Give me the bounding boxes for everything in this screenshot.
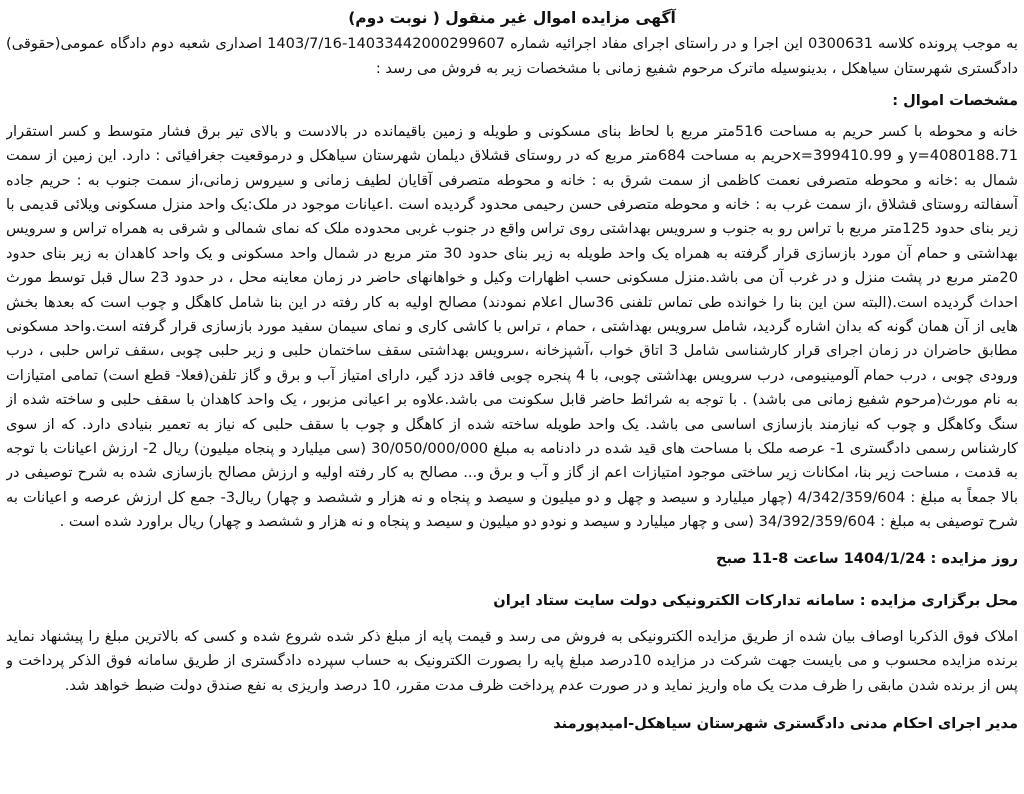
property-description: خانه و محوطه با کسر حریم به مساحت 516متر مربع با لحاظ بنای مسکونی و طویله و زمین باقیمانده در بالادست و بالای تیر برق فشار متوسط و کسر استقرار y=4080188.71 و x=399410.99حریم به مساحت 684متر مربع که در روستای قشلاق دیلمان شهرستان سیاهکل و درموقعیت جغرافیائی : دارد. این زمین از سمت شمال به :خانه و محوطه متصرفی نعمت کاظمی از سمت شرق به : خانه و محوطه متصرفی آقایان لطیف زمانی و سیروس زمانی،از سمت جنوب به : حریم جاده آسفالته روستای قشلاق ،از سمت غرب به : خانه و محوطه متصرفی حسن رحیمی محدود گردیده است .اعیانات موجود در ملک:یک واحد منزل مسکونی ویلائی قدیمی با زیر بنای حدود 125متر مربع با تراس رو به جنوب و سرویس بهداشتی روی تراس واقع در جنوب غربی محدوده ملک که نمای شمالی و شرقی به همراه تراس و سرویس بهداشتی و حمام آن مورد بازسازی قرار گرفته به همراه یک واحد طویله به زیر بنای حدود 30 متر مربع در شمال واحد مسکونی و یک واحد کاهدان به زیر بنای حدود 20متر مربع در پشت منزل و در غرب آن می باشد.منزل مسکونی حسب اظهارات وکیل و خواهانهای حاضر در زمان معاینه محل ، در حدود 23 سال قبل توسط مورث احداث گردیده است.(البته سن این بنا را خوانده طی تماس تلفنی 36سال اعلام نمودند) مصالح اولیه به کار رفته در این بنا شامل کاهگل و چوب است که بعدها بخش هایی از آن همان گونه که بدان اشاره گردید، شامل سرویس بهداشتی ، حمام ، تراس با کاشی کاری و نمای سیمان سفید مورد بازسازی قرار گرفته است.واحد مسکونی مطابق حاضران در زمان اجرای قرار کارشناسی شامل 3 اتاق خواب ،آشپزخانه ،سرویس بهداشتی سقف ساختمان حلبی و زیر حلبی چوبی ،سقف تراس حلبی ، درب ورودی چوبی ، درب حمام آلومینیومی، درب سرویس بهداشتی چوبی، با 4 پنجره چوبی فاقد دزد گیر، دارای امتیاز آب و برق و گاز تلفن(فعلا- قطع است) تمامی امتیازات به نام مورث(مرحوم شفیع زمانی می باشد) . با توجه به شرائط حاضر قابل سکونت می باشد.علاوه بر اعیانی مزبور ، یک واحد کاهدان با سقف حلبی و ساخته شده از سنگ وکاهگل و چوب که نیازمند بازسازی اساسی می باشد. یک واحد طویله ساخته شده از کاهگل و چوب با سقف حلبی که نیاز به تعمیر بنیادی دارد. که از سوی کارشناس رسمی دادگستری 1- عرصه ملک با مساحت های قید شده در دادنامه به مبلغ 30/050/000/000 (سی میلیارد و پنجاه میلیون) ریال 2- ارزش اعیانات با توجه به قدمت ، مساحت زیر بنا، امکانات زیر ساختی موجود امتیازات اعم از گاز و آب و برق و... مصالح به کار رفته اولیه و ارزش مصالح بازسازی شده به شرح توصیفی در بالا جمعاً به مبلغ : 4/342/359/604 (چهار میلیارد و سیصد و چهل و دو میلیون و سیصد و پنجاه و نه هزار و ششصد و چهار) ریال3- جمع کل ارزش عرصه و اعیانات به شرح توصیفی به مبلغ : 34/392/359/604 (سی و چهار میلیارد و سیصد و نودو دو میلیون و سیصد و پنجاه و نه هزار و ششصد و چهار) ریال براورد شده است .	[6, 122, 1018, 531]
notice-document	[6, 6, 1018, 788]
specs-heading: مشخصات اموال :	[892, 92, 1018, 110]
auction-place: محل برگزاری مزایده : سامانه تدارکات الکترونیکی دولت سایت ستاد ایران	[493, 591, 1018, 609]
auction-date: روز مزایده : 1404/1/24 ساعت 8-11 صبح	[716, 549, 1018, 567]
intro-paragraph: به موجب پرونده کلاسه 0300631 این اجرا و در راستای اجرای مفاد اجرائیه شماره 14033442000299607-1403/7/16 اصداری شعبه دوم دادگاه عمومی(حقوقی) دادگستری شهرستان سیاهکل ، بدینوسیله ماترک مرحوم شفیع زمانی با مشخصات زیر به فروش می رسد :	[6, 35, 1018, 77]
signature-line: مدیر اجرای احکام مدنی دادگستری شهرستان سیاهکل-امیدپورمند	[553, 715, 1018, 733]
notice-title: آگهی مزایده اموال غیر منقول ( نوبت دوم)	[348, 9, 676, 27]
auction-terms: املاک فوق الذکربا اوصاف بیان شده از طریق مزایده الکترونیکی به فروش می رسد و قیمت پایه از مبلغ ذکر شده شروع شده و کسی که بالاترین مبلغ را پیشنهاد نماید برنده مزایده محسوب و می بایست جهت شرکت در مزایده 10درصد مبلغ پایه را بصورت الکترونیک به حساب سپرده دادگستری از طریق سامانه فوق الذکر پرداخت و پس از برنده شدن مابقی را ظرف مدت یک ماه واریز نماید و در صورت عدم پرداخت ظرف مدت مقرر، 10 درصد واریزی به نفع صندق دولت ضبط خواهد شد.	[6, 627, 1018, 694]
